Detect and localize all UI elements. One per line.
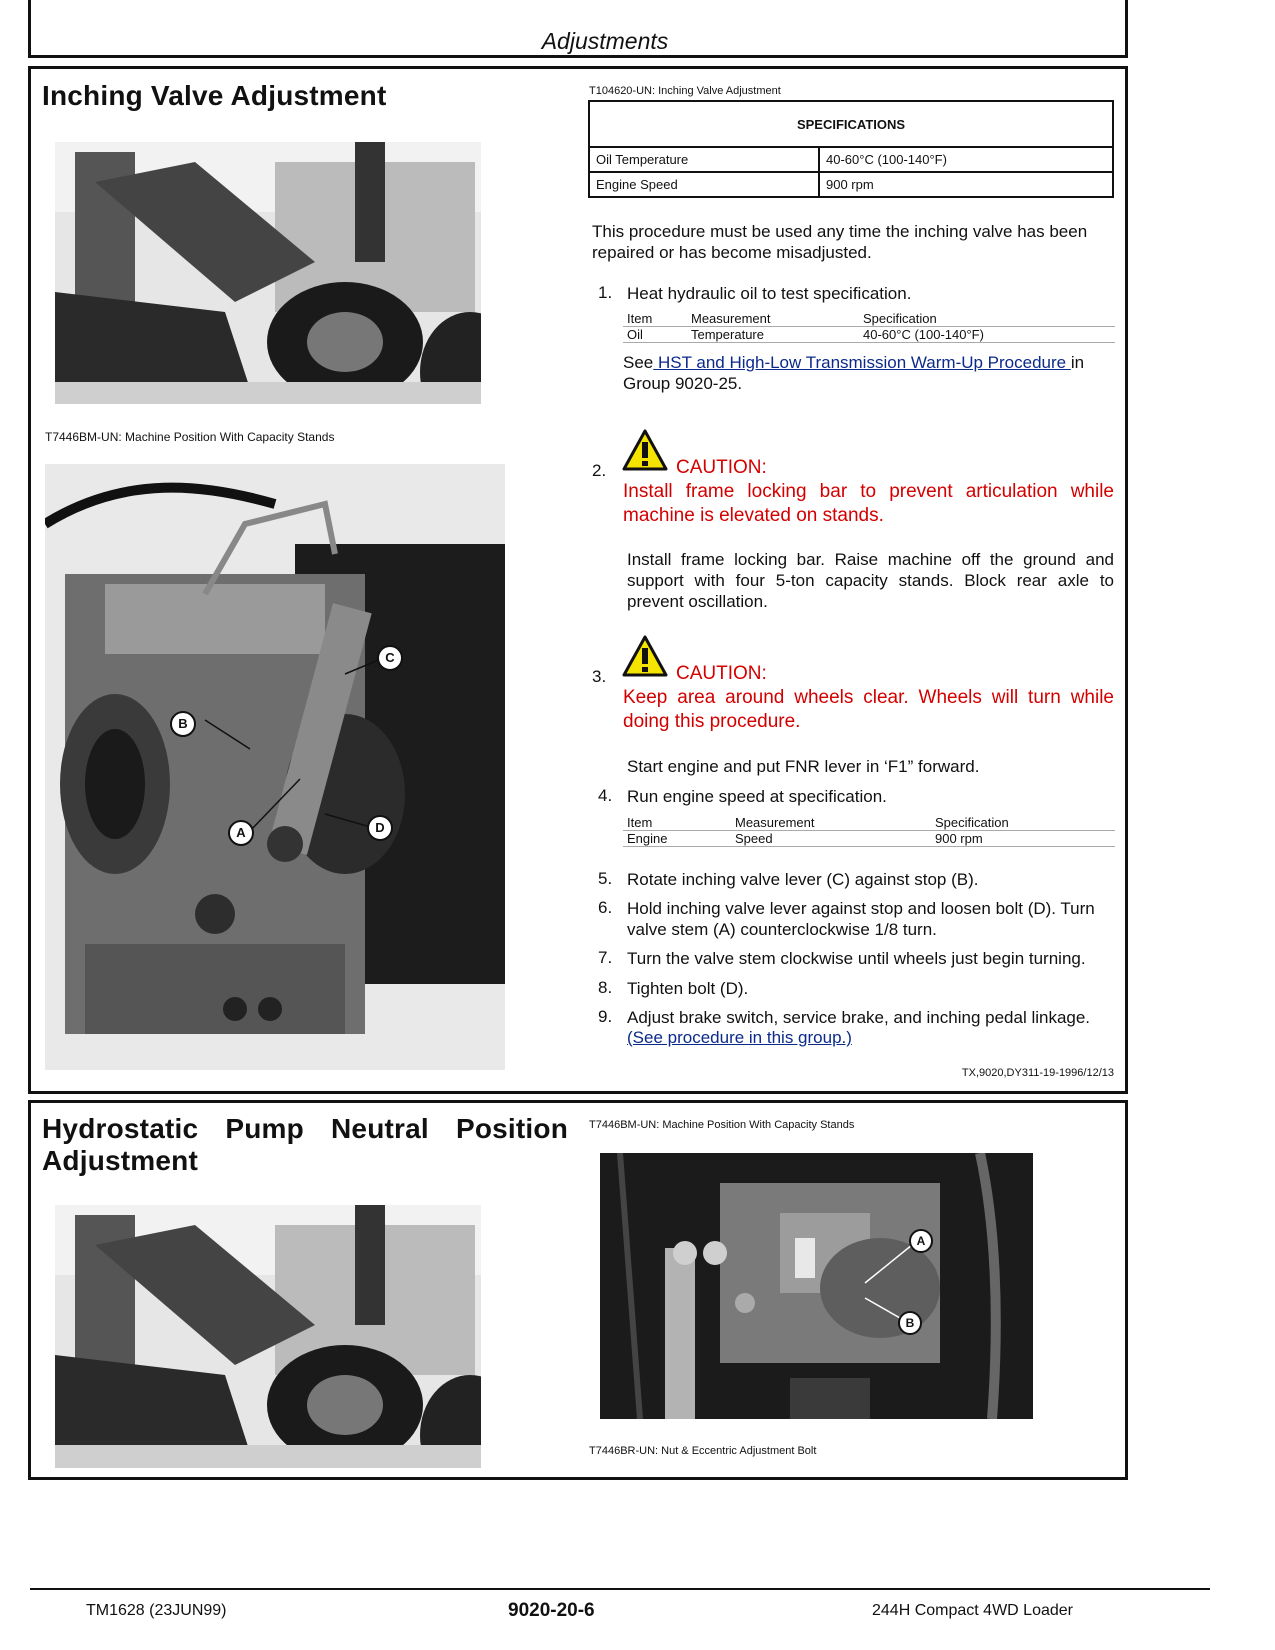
table-caption: T104620-UN: Inching Valve Adjustment <box>589 85 781 97</box>
warmup-procedure-link[interactable]: HST and High-Low Transmission Warm-Up Procedure <box>653 353 1071 372</box>
step-text: Start engine and put FNR lever in ‘F1” forward. <box>627 757 980 776</box>
step-number: 3. <box>592 667 607 686</box>
step-text: Install frame locking bar. Raise machine off the ground and support with four 5-ton capacity stands. Block rear axle to prevent oscillation. <box>627 550 1114 611</box>
see-group: Group 9020-25. <box>623 374 743 393</box>
section-title-line2: Adjustment <box>42 1145 198 1176</box>
intro-paragraph: This procedure must be used any time the inching valve has been repaired or has become misadjusted. <box>592 222 1088 262</box>
footer-page-number: 9020-20-6 <box>508 1600 595 1621</box>
spec-value: 900 rpm <box>819 172 1113 197</box>
section-title: Inching Valve Adjustment <box>42 80 387 111</box>
see-procedure-link[interactable]: (See procedure in this group.) <box>627 1028 852 1047</box>
inching-valve-photo <box>45 464 505 1070</box>
step-number: 1. <box>598 283 613 302</box>
cell-specification: 900 rpm <box>935 831 983 846</box>
loader-photo <box>55 142 481 404</box>
photo-caption: T7446BR-UN: Nut & Eccentric Adjustment Bolt <box>589 1445 817 1457</box>
callout-d: D <box>367 815 393 841</box>
footer-product: 244H Compact 4WD Loader <box>872 1602 1073 1619</box>
section-title <box>42 1113 568 1145</box>
col-measurement: Measurement <box>691 311 771 326</box>
photo-caption: T7446BM-UN: Machine Position With Capacity Stands <box>589 1119 855 1131</box>
spec-value: 40-60°C (100-140°F) <box>819 147 1113 172</box>
title-word: Neutral <box>331 1113 429 1144</box>
step4-spec-table <box>623 815 1115 847</box>
warning-triangle-icon <box>622 428 668 472</box>
warning-triangle-icon <box>622 634 668 678</box>
caution-label: CAUTION: <box>676 663 767 684</box>
cell-item: Engine <box>627 831 668 846</box>
callout-b: B <box>170 711 196 737</box>
caution-label: CAUTION: <box>676 457 767 478</box>
hydrostatic-pump-photo <box>600 1153 1033 1419</box>
step-number: 7. <box>598 948 613 967</box>
col-item: Item <box>627 815 653 830</box>
caution-text: Install frame locking bar to prevent articulation while machine is elevated on stands. <box>623 481 1114 526</box>
callout-b: B <box>898 1311 922 1335</box>
cell-measurement: Temperature <box>691 327 764 342</box>
cell-measurement: Speed <box>735 831 773 846</box>
step-text: Adjust brake switch, service brake, and inching pedal linkage. <box>627 1008 1091 1027</box>
step-number: 5. <box>598 869 613 888</box>
callout-a: A <box>909 1229 933 1253</box>
title-word: Position <box>455 1113 568 1144</box>
see-reference <box>623 352 1115 394</box>
see-prefix: See <box>623 353 654 372</box>
reference-id: TX,9020,DY311-19-1996/12/13 <box>961 1067 1114 1079</box>
step-text: Run engine speed at specification. <box>627 787 887 806</box>
page-header-title: Adjustments <box>541 28 669 54</box>
step-text: Hold inching valve lever against stop and loosen bolt (D). Turn valve stem (A) counterclockwise 1/8 turn. <box>627 899 1095 939</box>
step-number: 8. <box>598 978 613 997</box>
caution-text: Keep area around wheels clear. Wheels will turn while doing this procedure. <box>623 687 1114 732</box>
step-number: 2. <box>592 461 607 480</box>
cell-item: Oil <box>627 327 643 342</box>
col-specification: Specification <box>935 815 1009 830</box>
specifications-heading: SPECIFICATIONS <box>589 101 1113 147</box>
footer-rule <box>30 1588 1210 1590</box>
spec-item: Oil Temperature <box>589 147 819 172</box>
spec-item: Engine Speed <box>589 172 819 197</box>
step-number: 9. <box>598 1007 613 1026</box>
step-text: Turn the valve stem clockwise until wheels just begin turning. <box>627 949 1086 968</box>
footer-doc-id: TM1628 (23JUN99) <box>86 1602 227 1619</box>
step1-spec-table <box>623 311 1115 343</box>
photo-caption: T7446BM-UN: Machine Position With Capacity Stands <box>45 430 335 444</box>
callout-a: A <box>228 820 254 846</box>
col-measurement: Measurement <box>735 815 815 830</box>
callout-c: C <box>377 645 403 671</box>
step-text: Tighten bolt (D). <box>627 979 749 998</box>
cell-specification: 40-60°C (100-140°F) <box>863 327 984 342</box>
step-text: Rotate inching valve lever (C) against stop (B). <box>627 870 979 889</box>
specifications-table <box>588 100 1114 198</box>
title-word: Hydrostatic <box>42 1113 199 1144</box>
col-item: Item <box>627 311 653 326</box>
step-text: Heat hydraulic oil to test specification. <box>627 284 912 303</box>
title-word: Pump <box>225 1113 304 1144</box>
step-number: 6. <box>598 898 613 917</box>
step-number: 4. <box>598 786 613 805</box>
col-specification: Specification <box>863 311 937 326</box>
loader-photo <box>55 1205 481 1468</box>
see-suffix: in <box>1070 353 1085 372</box>
